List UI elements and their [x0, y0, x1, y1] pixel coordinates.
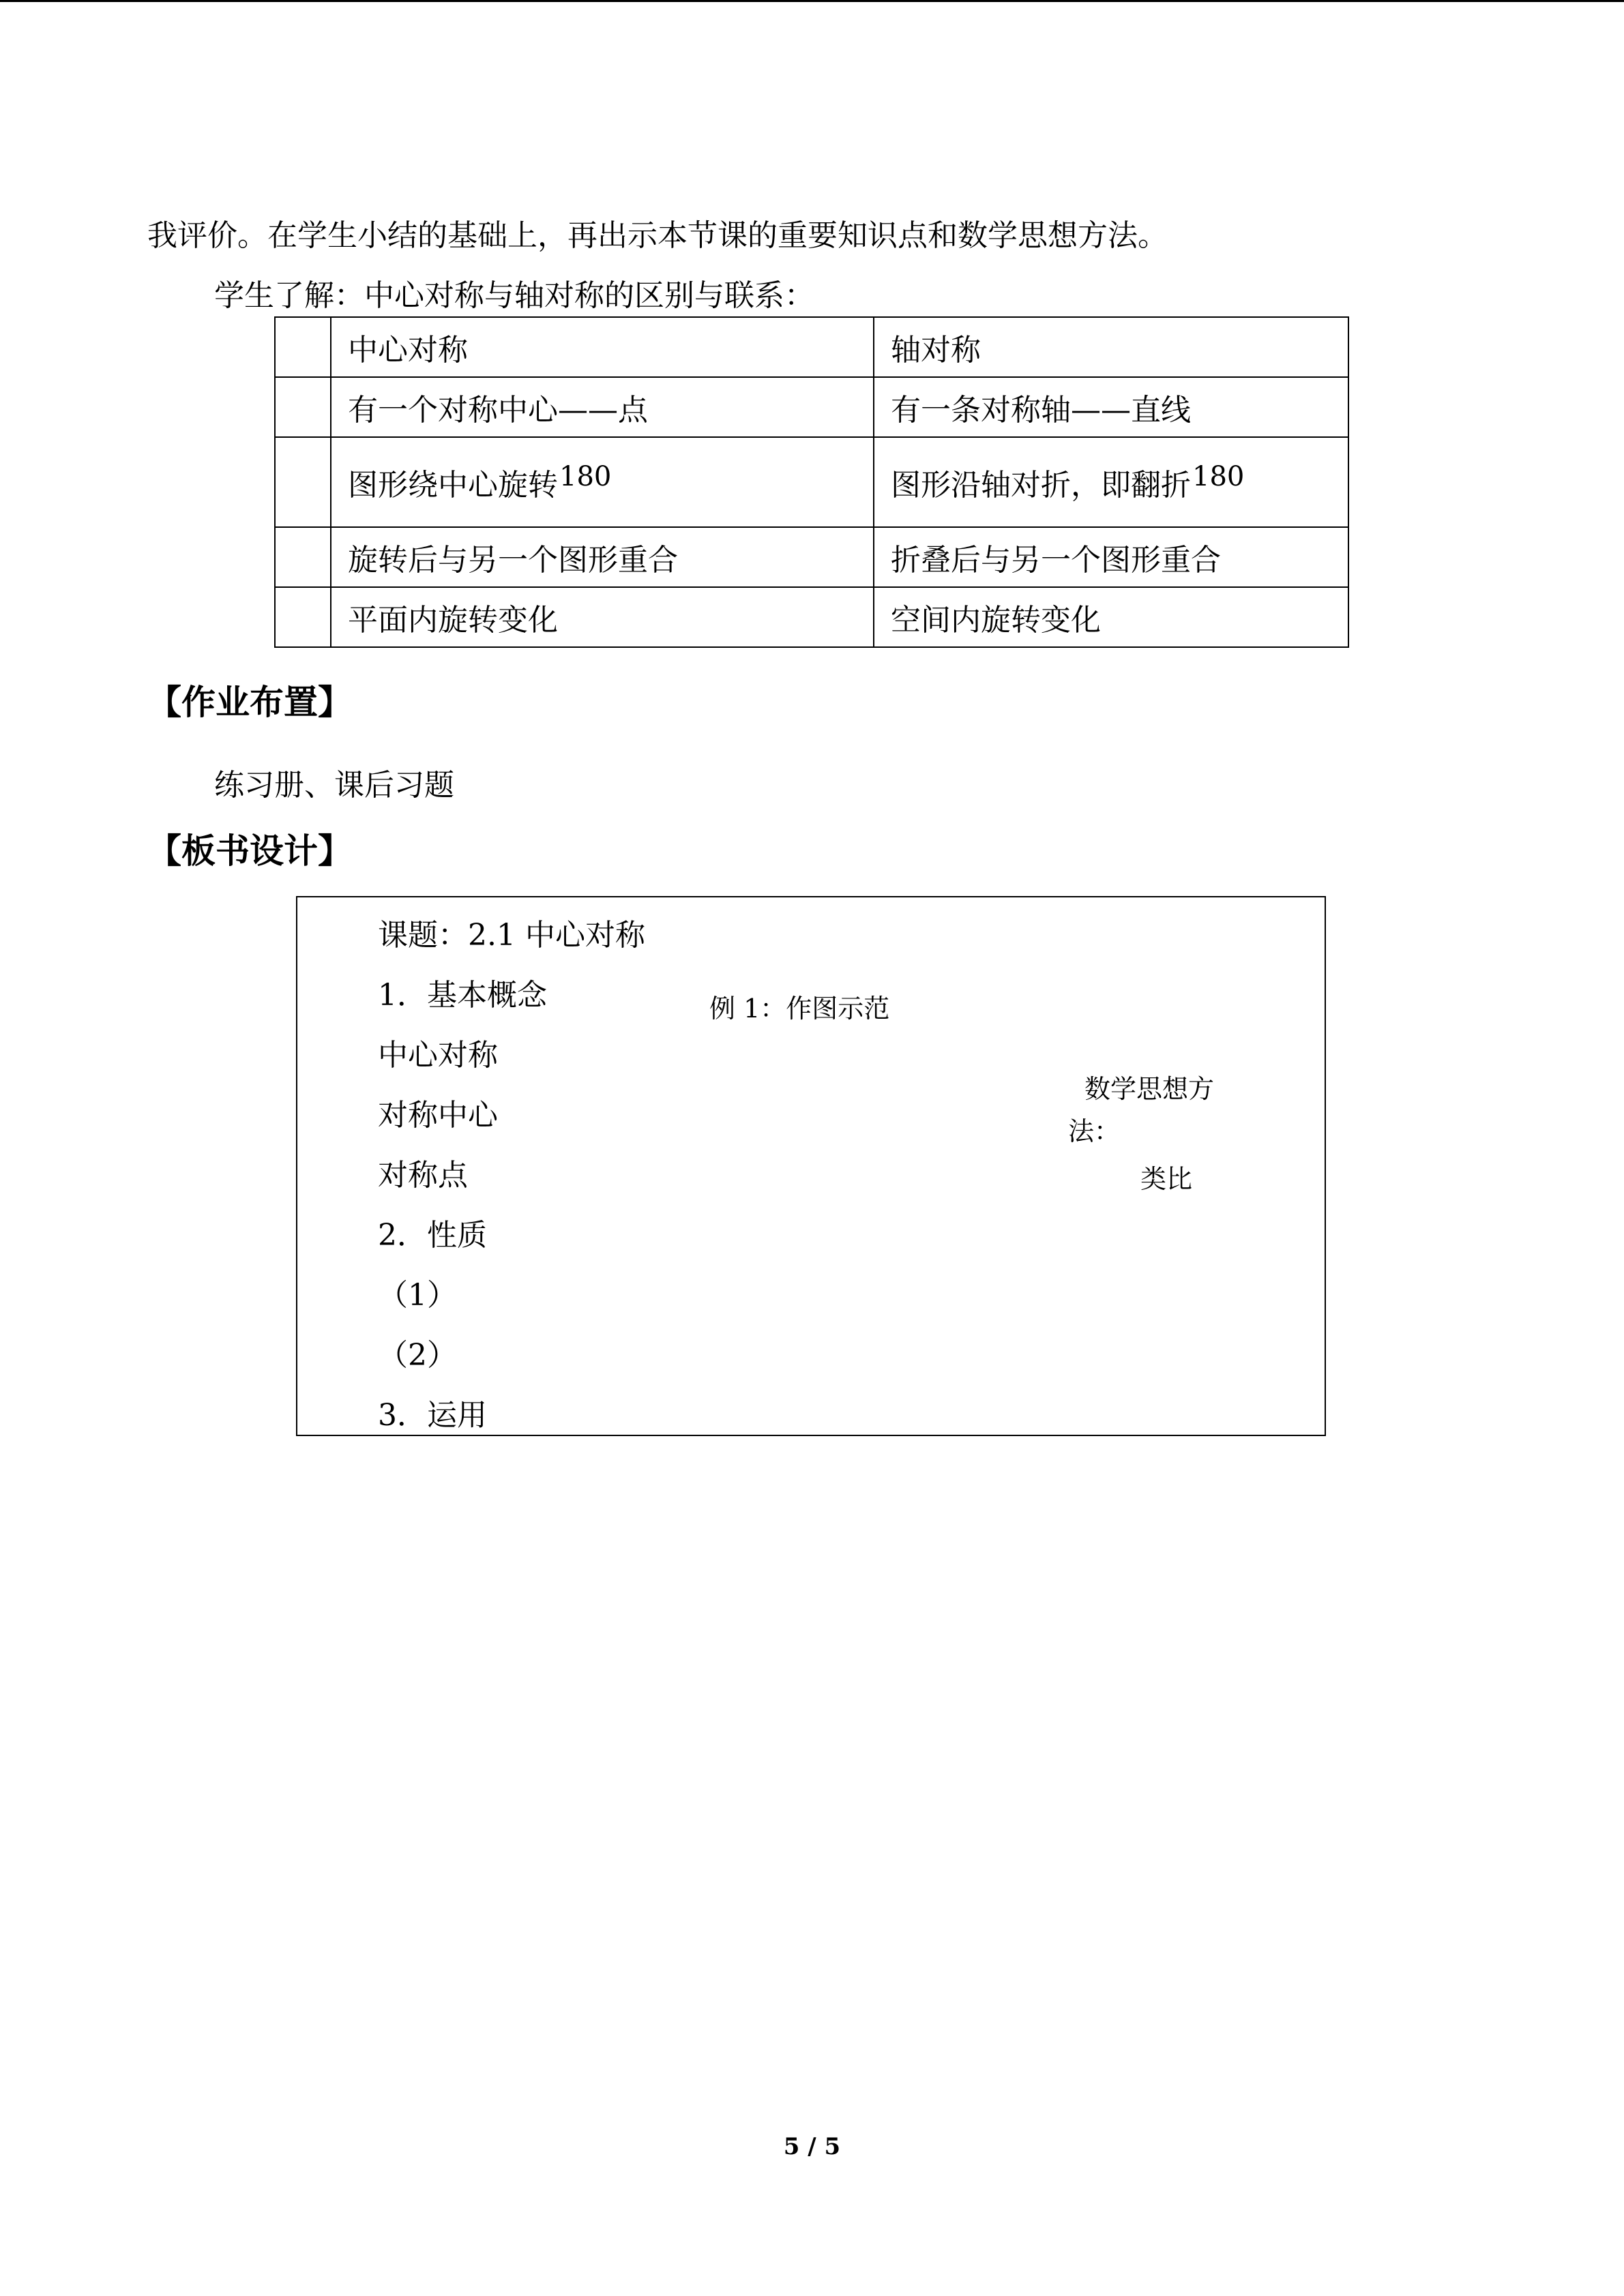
board-line: 对称中心	[378, 1098, 498, 1133]
homework-heading: 【作业布置】	[147, 683, 352, 722]
degree-value: 180	[1192, 461, 1245, 492]
method-value: 类比	[1140, 1164, 1193, 1194]
homework-text: 练习册、课后习题	[214, 768, 454, 803]
table-header-axial-symmetry: 轴对称	[874, 317, 1348, 377]
table-cell: 平面内旋转变化	[331, 587, 874, 647]
table-row	[275, 527, 1348, 587]
board-line: （2）	[378, 1338, 457, 1373]
table-cell	[874, 437, 1348, 527]
board-line: 1．基本概念	[378, 978, 547, 1013]
table-cell	[331, 437, 874, 527]
top-border-line	[0, 0, 1624, 2]
board-design-box	[296, 896, 1326, 1436]
table-index-cell	[275, 527, 331, 587]
board-line: 对称点	[378, 1158, 468, 1193]
table-row	[275, 587, 1348, 647]
comparison-table	[274, 316, 1349, 648]
table-cell-text: 图形绕中心旋转	[348, 468, 558, 503]
table-index-cell	[275, 437, 331, 527]
board-line: 3．运用	[378, 1398, 487, 1433]
table-cell: 空间内旋转变化	[874, 587, 1348, 647]
table-index-cell	[275, 587, 331, 647]
board-line: 课题：2.1 中心对称	[378, 918, 645, 953]
table-cell: 旋转后与另一个图形重合	[331, 527, 874, 587]
board-line: 中心对称	[378, 1038, 498, 1073]
table-cell: 有一个对称中心——点	[331, 377, 874, 437]
degree-value: 180	[559, 461, 612, 492]
table-cell: 有一条对称轴——直线	[874, 377, 1348, 437]
board-line: 2．性质	[378, 1218, 487, 1253]
board-design-heading: 【板书设计】	[147, 831, 352, 871]
method-title-line2: 法：	[1068, 1116, 1121, 1146]
table-row	[275, 377, 1348, 437]
method-title-line1: 数学思想方	[1084, 1074, 1215, 1104]
table-cell-text: 图形沿轴对折，即翻折	[891, 468, 1191, 503]
paragraph-self-evaluation: 我评价。在学生小结的基础上，再出示本节课的重要知识点和数学思想方法。	[147, 218, 1168, 253]
board-line: （1）	[378, 1278, 457, 1313]
table-index-cell	[275, 317, 331, 377]
example-label: 例 1：作图示范	[709, 994, 890, 1024]
table-index-cell	[275, 377, 331, 437]
table-header-row	[275, 317, 1348, 377]
table-cell: 折叠后与另一个图形重合	[874, 527, 1348, 587]
page-number: 5 / 5	[783, 2133, 841, 2160]
table-header-central-symmetry: 中心对称	[331, 317, 874, 377]
paragraph-comparison-intro: 学生了解：中心对称与轴对称的区别与联系：	[214, 278, 814, 313]
table-row	[275, 437, 1348, 527]
